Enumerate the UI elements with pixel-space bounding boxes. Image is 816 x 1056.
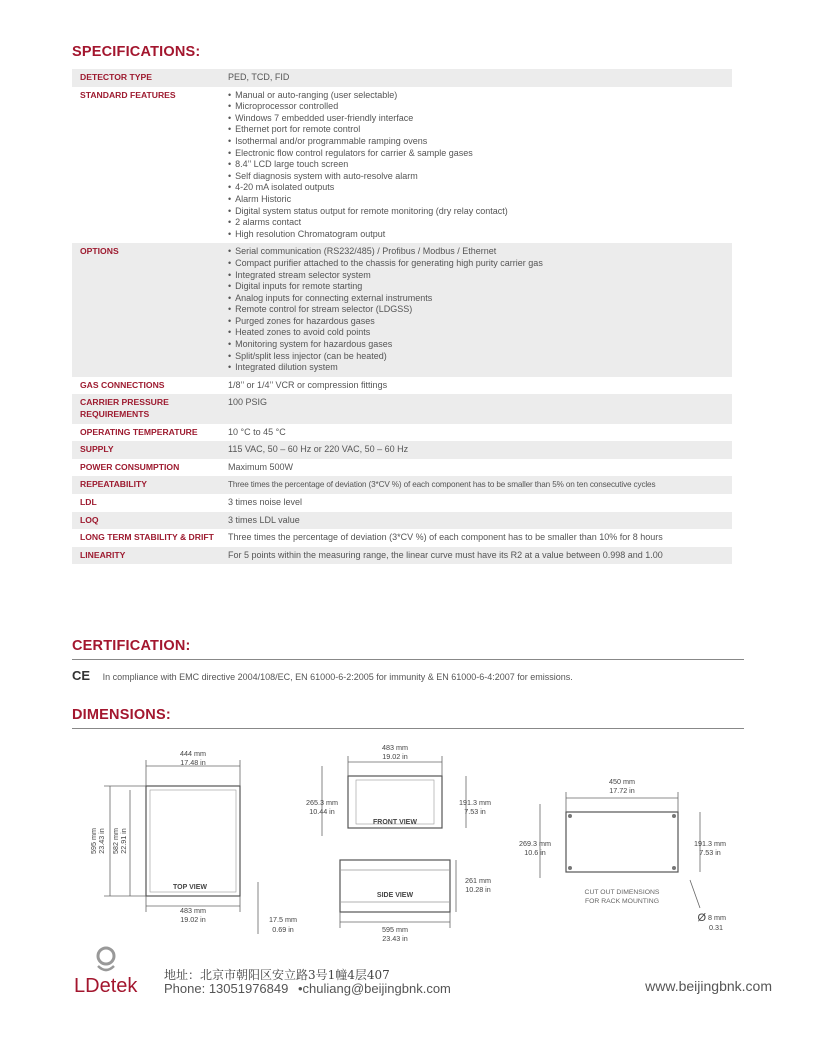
logo-text: LDetek [74, 975, 138, 996]
cutout-hole [568, 814, 572, 818]
list-item: • 4-20 mA isolated outputs [228, 182, 732, 194]
dimensions-divider [72, 728, 744, 729]
top-view-inner-in: 22.91 in [119, 828, 128, 854]
spec-label: STANDARD FEATURES [80, 89, 176, 100]
spec-row-long-term-stability [72, 529, 732, 547]
spec-value: 3 times LDL value [220, 512, 732, 530]
list-item: • Self diagnosis system with auto-resolve alarm [228, 171, 732, 183]
spec-value: 10 °C to 45 °C [228, 426, 286, 437]
spec-label: LONG TERM STABILITY & DRIFT [80, 532, 214, 543]
spec-value [220, 87, 732, 244]
spec-row-standard-features [72, 87, 732, 244]
spec-value: Maximum 500W [228, 461, 294, 472]
certification-text: In compliance with EMC directive 2004/108/EC, EN 61000-6-2:2005 for immunity & EN 61000-6-4:2007 for emissions. [102, 672, 573, 682]
front-view-left-mm: 265.3 mm [306, 798, 338, 807]
side-view-height-mm: 261 mm [465, 876, 491, 885]
spec-value [220, 243, 732, 377]
list-item: • Microprocessor controlled [228, 101, 732, 113]
front-view-width-mm: 483 mm [382, 743, 408, 752]
spec-row-carrier-pressure [72, 394, 732, 423]
top-view-outline [146, 786, 240, 896]
top-view-front-mm: 483 mm [180, 906, 206, 915]
spec-row-detector-type [72, 69, 732, 87]
top-view-depth-mm: 595 mm [89, 828, 98, 854]
list-item: • Integrated dilution system [228, 362, 732, 374]
spec-label: DETECTOR TYPE [72, 69, 220, 87]
top-view-width-in: 17.48 in [180, 758, 206, 767]
list-item: • Remote control for stream selector (LDGSS) [228, 304, 732, 316]
top-view-offset-in: 0.69 in [272, 925, 294, 934]
spec-value: Three times the percentage of deviation (3*CV %) of each component has to be smaller than 10% for 8 hours [228, 532, 663, 543]
cutout-hole [672, 814, 676, 818]
list-item: • Ethernet port for remote control [228, 124, 732, 136]
standard-features-list [228, 90, 732, 241]
front-view-label: FRONT VIEW [373, 819, 417, 826]
cutout-width-in: 17.72 in [609, 786, 635, 795]
certification-statement [72, 668, 573, 683]
spec-row-gas-connections [72, 377, 732, 395]
list-item: • Analog inputs for connecting external instruments [228, 293, 732, 305]
footer-phone: Phone: 13051976849 [164, 981, 289, 996]
front-view-left-in: 10.44 in [309, 807, 335, 816]
footer-email: •chuliang@beijingbnk.com [297, 981, 451, 996]
list-item: • High resolution Chromatogram output [228, 229, 732, 241]
cutout-outline [566, 812, 678, 872]
front-view-width-in: 19.02 in [382, 752, 408, 761]
spec-label: LINEARITY [72, 547, 220, 565]
top-view-offset-mm: 17.5 mm [269, 915, 297, 924]
spec-row-linearity [72, 547, 732, 565]
spec-row-options [72, 243, 732, 377]
list-item: • Serial communication (RS232/485) / Profibus / Modbus / Ethernet [228, 246, 732, 258]
spec-label: GAS CONNECTIONS [80, 379, 165, 390]
spec-label: OPTIONS [72, 243, 220, 377]
cutout-hole-leader [690, 880, 700, 908]
spec-label: OPERATING TEMPERATURE [80, 426, 198, 437]
list-item: • Manual or auto-ranging (user selectable) [228, 90, 732, 102]
top-view-label: TOP VIEW [173, 884, 207, 891]
side-view-outline [340, 860, 450, 912]
cutout-right-mm: 191.3 mm [694, 839, 726, 848]
top-view-front-in: 19.02 in [180, 915, 206, 924]
spec-value: 115 VAC, 50 – 60 Hz or 220 VAC, 50 – 60 Hz [220, 441, 732, 459]
list-item: • Alarm Historic [228, 194, 732, 206]
list-item: • Split/split less injector (can be heated) [228, 351, 732, 363]
dimensions-heading: DIMENSIONS: [72, 707, 171, 723]
specifications-heading: SPECIFICATIONS: [72, 44, 201, 60]
certification-divider [72, 659, 744, 660]
ce-mark: CE [72, 668, 91, 683]
cutout-width-mm: 450 mm [609, 777, 635, 786]
list-item: • Electronic flow control regulators for carrier & sample gases [228, 148, 732, 160]
footer-website: www.beijingbnk.com [645, 978, 772, 994]
list-item: • Digital inputs for remote starting [228, 281, 732, 293]
specifications-table [72, 69, 732, 564]
top-view-width-mm: 444 mm [180, 749, 206, 758]
list-item: • Isothermal and/or programmable ramping ovens [228, 136, 732, 148]
spec-label: REPEATABILITY [72, 476, 220, 494]
side-view-label: SIDE VIEW [376, 892, 414, 899]
cutout-hole-in: 0.31 [709, 923, 723, 932]
list-item: • Purged zones for hazardous gases [228, 316, 732, 328]
top-view-depth-in: 23.43 in [97, 828, 106, 854]
spec-row-ldl [72, 494, 732, 512]
footer-contact [164, 981, 451, 996]
spec-label: LOQ [72, 512, 220, 530]
front-view-right-mm: 191.3 mm [459, 798, 491, 807]
top-view-inner-mm: 582 mm [111, 828, 120, 854]
spec-row-operating-temperature [72, 424, 732, 442]
top-view-inner [150, 790, 236, 892]
spec-row-power-consumption [72, 459, 732, 477]
cutout-hole-mm: 8 mm [708, 913, 726, 922]
cutout-label-line1: CUT OUT DIMENSIONS [584, 889, 660, 896]
side-view-depth-in: 23.43 in [382, 934, 408, 943]
dimensions-drawing [0, 730, 816, 945]
spec-value: 1/8’’ or 1/4’’ VCR or compression fittings [228, 379, 388, 390]
ldetek-logo [74, 944, 150, 996]
spec-row-supply [72, 441, 732, 459]
side-view-height-in: 10.28 in [465, 885, 491, 894]
list-item: • Heated zones to avoid cold points [228, 327, 732, 339]
options-list [228, 246, 732, 374]
cutout-hole [568, 866, 572, 870]
spec-label: CARRIER PRESSURE REQUIREMENTS [72, 394, 220, 423]
list-item: • Monitoring system for hazardous gases [228, 339, 732, 351]
spec-label: POWER CONSUMPTION [80, 461, 180, 472]
list-item: • 2 alarms contact [228, 217, 732, 229]
list-item: • Windows 7 embedded user-friendly interface [228, 113, 732, 125]
spec-value: 3 times noise level [228, 497, 303, 507]
front-view-right-in: 7.53 in [464, 807, 486, 816]
cutout-label-line2: FOR RACK MOUNTING [584, 898, 660, 905]
list-item: • Digital system status output for remote monitoring (dry relay contact) [228, 206, 732, 218]
spec-value: Three times the percentage of deviation (3*CV %) of each component has to be smaller than 5% on ten consecutive cycles [220, 476, 732, 494]
list-item: • Integrated stream selector system [228, 270, 732, 282]
cutout-left-mm: 269.3 mm [519, 839, 551, 848]
spec-label: SUPPLY [72, 441, 220, 459]
spec-label: LDL [80, 497, 97, 507]
spec-value: 100 PSIG [220, 394, 732, 423]
certification-heading: CERTIFICATION: [72, 638, 191, 654]
spec-value: For 5 points within the measuring range, the linear curve must have its R2 at a value between 0.998 and 1.00 [220, 547, 732, 565]
cutout-right-in: 7.53 in [699, 848, 721, 857]
footer-address: 地址：北京市朝阳区安立路3号1幢4层407 [164, 968, 390, 982]
spec-row-loq [72, 512, 732, 530]
spec-row-repeatability [72, 476, 732, 494]
logo-icon [74, 944, 150, 996]
diameter-icon: Ø [697, 912, 706, 924]
list-item: • Compact purifier attached to the chassis for generating high purity carrier gas [228, 258, 732, 270]
spec-value: PED, TCD, FID [220, 69, 732, 87]
side-view-depth-mm: 595 mm [382, 925, 408, 934]
cutout-hole [672, 866, 676, 870]
cutout-left-in: 10.6 in [524, 848, 546, 857]
list-item: • 8.4’’ LCD large touch screen [228, 159, 732, 171]
cutout-holes [568, 814, 676, 870]
